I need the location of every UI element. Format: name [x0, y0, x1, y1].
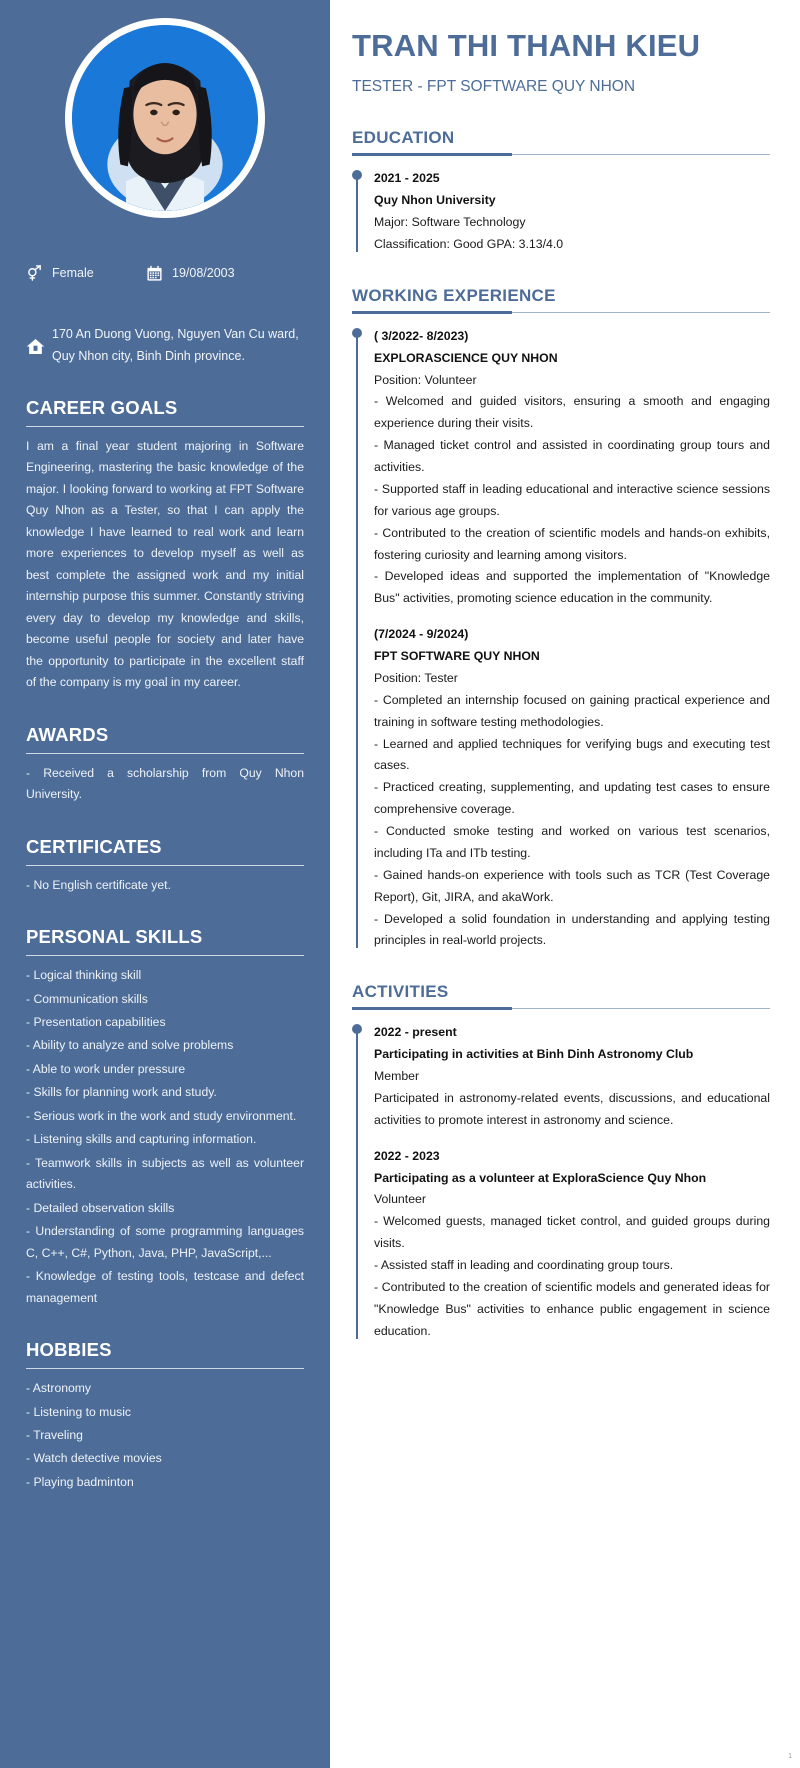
- career-goals-divider: [26, 426, 304, 427]
- hobbies-list: [26, 1378, 304, 1493]
- list-item: - Practiced creating, supplementing, and updating test cases to ensure comprehensive coverage.: [374, 780, 770, 817]
- list-item: - Gained hands-on experience with tools such as TCR (Test Coverage Report), Git, JIRA, and akaWork.: [374, 867, 770, 904]
- experience-entry: [374, 326, 770, 610]
- list-item: - Playing badminton: [26, 1474, 134, 1489]
- birthday-value: 19/08/2003: [172, 266, 235, 280]
- working-experience-timeline: [352, 326, 770, 953]
- avatar: [72, 25, 258, 211]
- list-item: - Logical thinking skill: [26, 968, 142, 983]
- entry-position: Position: Tester: [374, 670, 458, 685]
- list-item: - Presentation capabilities: [26, 1014, 166, 1029]
- entry-date: 2022 - 2023: [374, 1148, 440, 1163]
- avatar-ring: [65, 18, 265, 218]
- list-item: - Supported staff in leading educational and interactive science sessions for various age groups.: [374, 481, 770, 518]
- list-item: - Knowledge of testing tools, testcase and defect management: [26, 1269, 304, 1305]
- list-item: - Watch detective movies: [26, 1451, 162, 1466]
- activities-title: ACTIVITIES: [352, 982, 449, 1002]
- activity-entry: [374, 1146, 770, 1343]
- certificates-list: [26, 875, 304, 896]
- entry-date: 2022 - present: [374, 1025, 457, 1040]
- entry-org: EXPLORASCIENCE QUY NHON: [374, 350, 558, 365]
- certificates-divider: [26, 865, 304, 866]
- page-number: 1: [788, 1753, 792, 1760]
- activity-entry: [374, 1022, 770, 1131]
- page-title: TRAN THI THANH KIEU: [352, 28, 701, 63]
- gender-icon: [26, 264, 52, 282]
- gender-value: Female: [52, 266, 94, 280]
- list-item: - Assisted staff in leading and coordinating group tours.: [374, 1258, 674, 1273]
- list-item: - Astronomy: [26, 1381, 92, 1396]
- entry-line: Classification: Good GPA: 3.13/4.0: [374, 236, 564, 251]
- entry-org: FPT SOFTWARE QUY NHON: [374, 649, 540, 664]
- experience-entry: [374, 624, 770, 952]
- list-item: - Ability to analyze and solve problems: [26, 1038, 234, 1053]
- list-item: - Understanding of some programming languages C, C++, C#, Python, Java, PHP, JavaScript,...: [26, 1224, 304, 1260]
- list-item: - Contributed to the creation of scientific models and hands-on exhibits, fostering curiosity and learning among visitors.: [374, 525, 770, 562]
- entry-position: Volunteer: [374, 1192, 426, 1207]
- entry-position: Position: Volunteer: [374, 372, 477, 387]
- list-item: - Listening to music: [26, 1404, 131, 1419]
- entry-bullets: [374, 1088, 770, 1132]
- working-experience-divider: [352, 312, 770, 313]
- list-item: - Serious work in the work and study environment.: [26, 1108, 297, 1123]
- list-item: - Welcomed and guided visitors, ensuring a smooth and engaging experience during their visits.: [374, 394, 770, 431]
- main-content: [330, 0, 800, 1768]
- entry-date: 2021 - 2025: [374, 171, 440, 186]
- avatar-wrap: [0, 0, 330, 218]
- section-education: [352, 128, 770, 256]
- section-activities: [352, 982, 770, 1342]
- calendar-icon: [146, 265, 172, 282]
- career-goals-text: I am a final year student majoring in Software Engineering, mastering the basic knowledge of the major. I looking forward to working at FPT Software Quy Nhon as a Tester, so that I can apply the knowledge I have learned to real work and learn more experiences to develop myself as well as best complete the assigned work and my initial internship purpose this summer. Constantly striving every day to develop my knowledge and skills, become useful people for society and later have the opportunity to participate in the excellent staff of the company is my goal in my career.: [26, 439, 304, 690]
- entry-bullets: [374, 1211, 770, 1342]
- entry-org: Quy Nhon University: [374, 193, 496, 208]
- list-item: - Developed ideas and supported the implementation of "Knowledge Bus" activities, promoting science education in the community.: [374, 569, 770, 606]
- entry-position: Member: [374, 1069, 420, 1084]
- list-item: - Received a scholarship from Quy Nhon University.: [26, 765, 304, 802]
- awards-divider: [26, 753, 304, 754]
- list-item: - Skills for planning work and study.: [26, 1085, 217, 1100]
- list-item: - Learned and applied techniques for verifying bugs and executing test cases.: [374, 736, 770, 773]
- education-entry: [374, 168, 770, 256]
- job-title: TESTER - FPT SOFTWARE QUY NHON: [352, 78, 636, 96]
- activities-timeline: [352, 1022, 770, 1342]
- entry-org: Participating in activities at Binh Dinh Astronomy Club: [374, 1047, 694, 1062]
- education-divider: [352, 154, 770, 155]
- address-value: 170 An Duong Vuong, Nguyen Van Cu ward, Quy Nhon city, Binh Dinh province.: [52, 327, 299, 363]
- list-item: - Conducted smoke testing and worked on various test scenarios, including ITa and ITb testing.: [374, 824, 770, 860]
- home-icon: [26, 324, 52, 367]
- list-item: - Teamwork skills in subjects as well as volunteer activities.: [26, 1155, 304, 1192]
- hobbies-title: HOBBIES: [26, 1339, 112, 1361]
- personal-skills-title: PERSONAL SKILLS: [26, 926, 203, 948]
- sidebar: [0, 0, 330, 1768]
- list-item: - Detailed observation skills: [26, 1200, 175, 1215]
- gender-info: [26, 264, 146, 282]
- certificates-title: CERTIFICATES: [26, 835, 162, 857]
- entry-date: ( 3/2022- 8/2023): [374, 328, 469, 343]
- list-item: - Completed an internship focused on gaining practical experience and training in software testing methodologies.: [374, 692, 770, 729]
- personal-skills-list: [26, 965, 304, 1309]
- list-item: Participated in astronomy-related events, discussions, and educational activities to promote interest in astronomy and science.: [374, 1090, 770, 1127]
- education-title: EDUCATION: [352, 128, 455, 148]
- entry-date: (7/2024 - 9/2024): [374, 627, 469, 642]
- section-working-experience: [352, 286, 770, 953]
- personal-info-row: [26, 264, 304, 282]
- list-item: - Contributed to the creation of scientific models and generated ideas for "Knowledge Bus" activities to enhance public engagement in science education.: [374, 1279, 770, 1338]
- personal-skills-divider: [26, 955, 304, 956]
- list-item: - Welcomed guests, managed ticket control, and guided groups during visits.: [374, 1214, 770, 1251]
- list-item: - Able to work under pressure: [26, 1061, 186, 1076]
- awards-list: [26, 763, 304, 806]
- entry-line: Major: Software Technology: [374, 215, 526, 230]
- entry-bullets: [374, 391, 770, 610]
- activities-divider: [352, 1008, 770, 1009]
- list-item: - No English certificate yet.: [26, 877, 171, 892]
- entry-bullets: [374, 690, 770, 953]
- education-timeline: [352, 168, 770, 256]
- entry-org: Participating as a volunteer at ExploraScience Quy Nhon: [374, 1170, 707, 1185]
- list-item: - Communication skills: [26, 991, 148, 1006]
- list-item: - Developed a solid foundation in understanding and applying testing principles in real-world projects.: [374, 911, 770, 948]
- list-item: - Traveling: [26, 1428, 83, 1442]
- list-item: - Managed ticket control and assisted in coordinating group tours and activities.: [374, 438, 770, 475]
- hobbies-divider: [26, 1368, 304, 1369]
- address-info: [26, 324, 304, 367]
- working-experience-title: WORKING EXPERIENCE: [352, 285, 556, 305]
- list-item: - Listening skills and capturing information.: [26, 1132, 257, 1147]
- birthday-info: [146, 265, 235, 282]
- awards-title: AWARDS: [26, 723, 109, 745]
- career-goals-title: CAREER GOALS: [26, 397, 178, 418]
